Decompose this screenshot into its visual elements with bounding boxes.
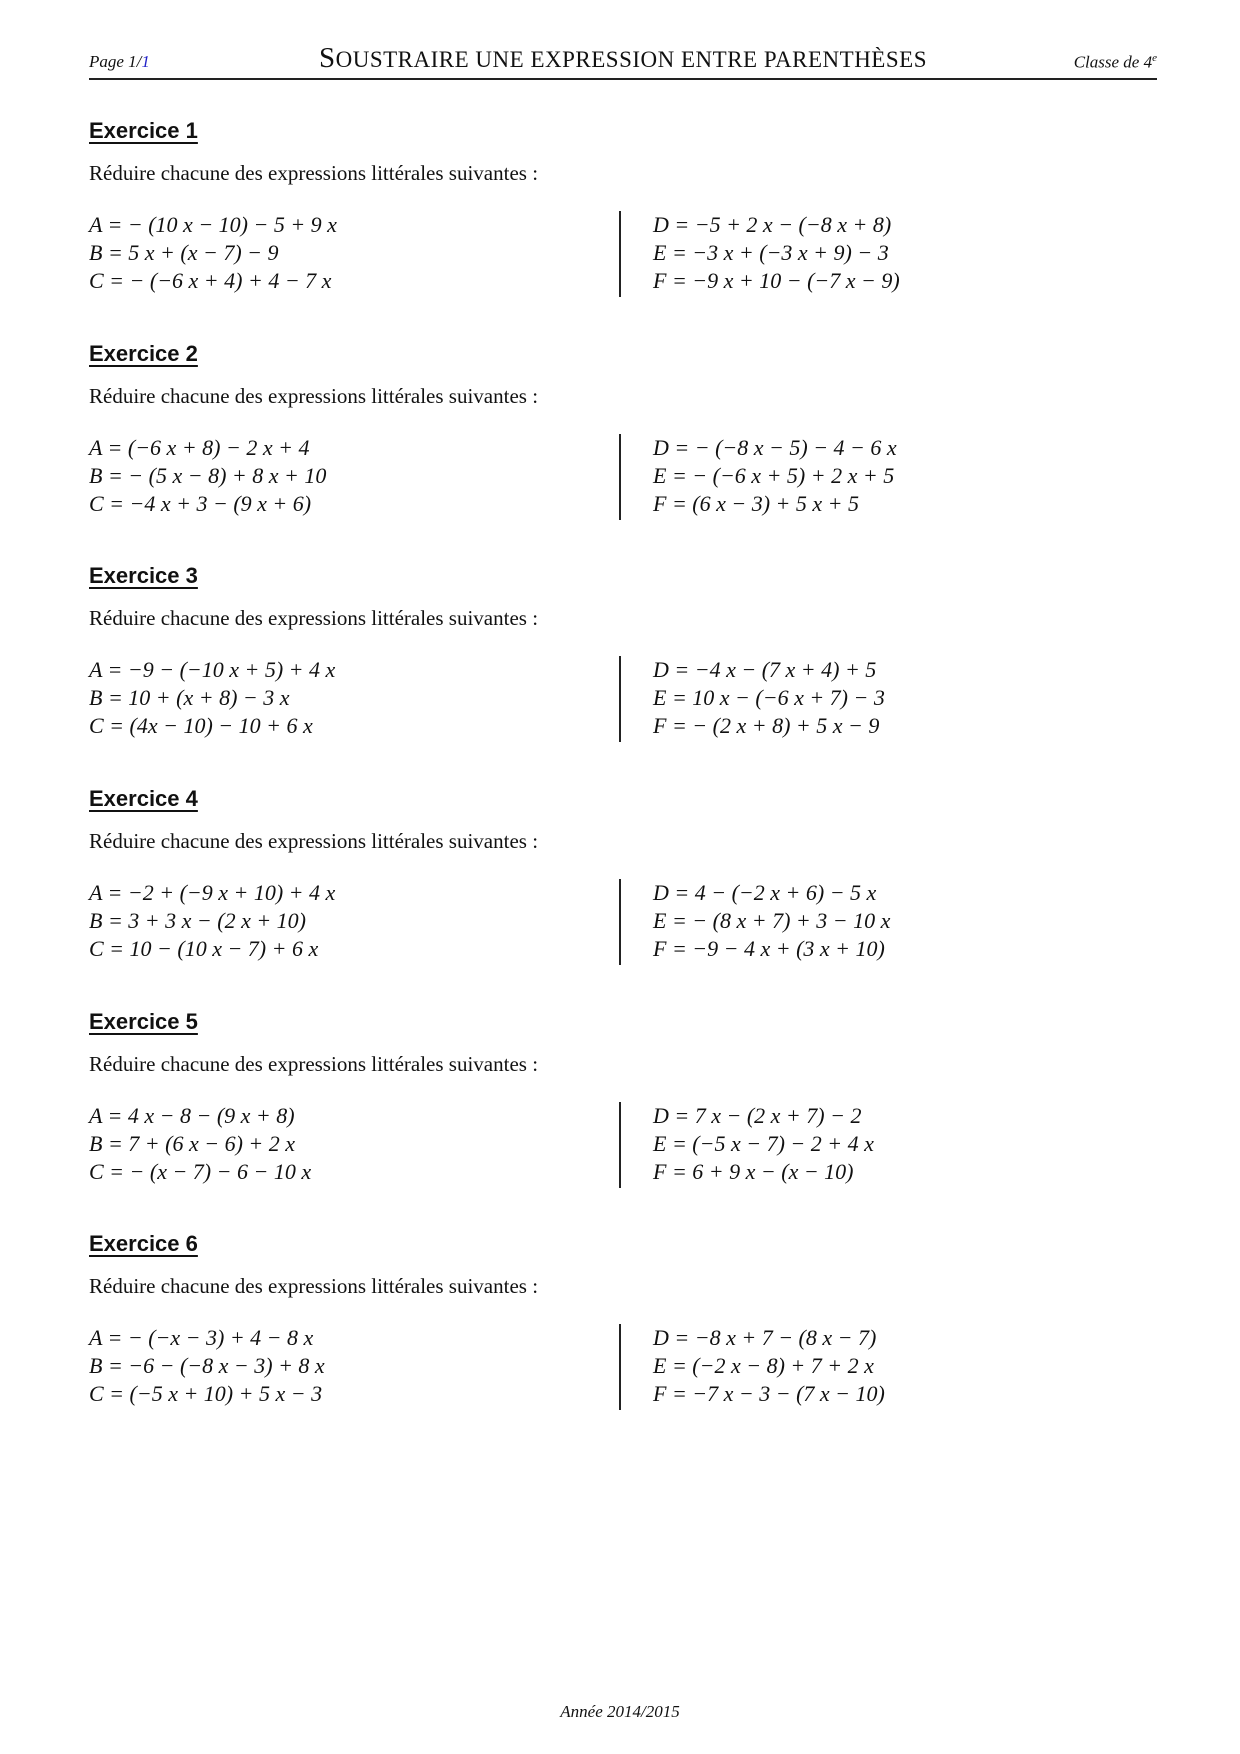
- expression-c: C = 10 − (10 x − 7) + 6 x: [89, 936, 319, 961]
- expressions-right-column: [653, 879, 890, 963]
- expression-b: B = − (5 x − 8) + 8 x + 10: [89, 463, 327, 488]
- page-header: [89, 42, 1157, 80]
- exercise-instruction: Réduire chacune des expressions littérales suivantes :: [89, 384, 539, 408]
- exercise-title: Exercice 6: [89, 1231, 198, 1256]
- expression-f: F = −9 − 4 x + (3 x + 10): [653, 936, 885, 961]
- expressions-left-column: [89, 1102, 311, 1186]
- school-year: Année 2014/2015: [560, 1702, 680, 1721]
- exercise-title: Exercice 2: [89, 341, 198, 366]
- exercise-6: [89, 1231, 1157, 1431]
- expression-e: E = 10 x − (−6 x + 7) − 3: [653, 685, 885, 710]
- expressions-left-column: [89, 211, 337, 295]
- expression-a: A = − (−x − 3) + 4 − 8 x: [89, 1325, 314, 1350]
- expression-a: A = 4 x − 8 − (9 x + 8): [89, 1103, 295, 1128]
- expression-a: A = −2 + (−9 x + 10) + 4 x: [89, 880, 336, 905]
- expression-e: E = (−2 x − 8) + 7 + 2 x: [653, 1353, 874, 1378]
- expression-e: E = − (−6 x + 5) + 2 x + 5: [653, 463, 895, 488]
- expression-f: F = 6 + 9 x − (x − 10): [653, 1159, 854, 1184]
- page-label: Page 1/: [89, 52, 142, 71]
- expression-b: B = 3 + 3 x − (2 x + 10): [89, 908, 307, 933]
- exercise-title: Exercice 5: [89, 1009, 198, 1034]
- expressions-right-column: [653, 434, 897, 518]
- expression-d: D = 7 x − (2 x + 7) − 2: [653, 1103, 862, 1128]
- expression-a: A = − (10 x − 10) − 5 + 9 x: [89, 212, 337, 237]
- expression-b: B = 5 x + (x − 7) − 9: [89, 240, 279, 265]
- expression-a: A = −9 − (−10 x + 5) + 4 x: [89, 657, 336, 682]
- column-divider: [619, 211, 621, 297]
- expression-f: F = (6 x − 3) + 5 x + 5: [653, 491, 860, 516]
- expression-e: E = −3 x + (−3 x + 9) − 3: [653, 240, 889, 265]
- expression-b: B = −6 − (−8 x − 3) + 8 x: [89, 1353, 325, 1378]
- exercise-instruction: Réduire chacune des expressions littérales suivantes :: [89, 1274, 539, 1298]
- exercise-title: Exercice 4: [89, 786, 198, 811]
- expression-c: C = − (−6 x + 4) + 4 − 7 x: [89, 268, 332, 293]
- exercise-instruction: Réduire chacune des expressions littérales suivantes :: [89, 606, 539, 630]
- exercise-4: [89, 786, 1157, 986]
- exercise-5: [89, 1009, 1157, 1209]
- expressions-left-column: [89, 434, 326, 518]
- document-title-rest: OUSTRAIRE UNE EXPRESSION ENTRE PARENTHÈSES: [335, 47, 927, 72]
- document-title-initial: S: [318, 42, 336, 74]
- expression-a: A = (−6 x + 8) − 2 x + 4: [89, 435, 310, 460]
- column-divider: [619, 1324, 621, 1410]
- exercise-3: [89, 563, 1157, 763]
- expression-e: E = − (8 x + 7) + 3 − 10 x: [653, 908, 891, 933]
- expressions-left-column: [89, 1324, 325, 1408]
- page-total-link[interactable]: 1: [141, 52, 150, 71]
- expressions-left-column: [89, 656, 335, 740]
- expression-f: F = −7 x − 3 − (7 x − 10): [653, 1381, 885, 1406]
- expressions-right-column: [653, 656, 885, 740]
- column-divider: [619, 879, 621, 965]
- exercise-title: Exercice 3: [89, 563, 198, 588]
- expression-f: F = −9 x + 10 − (−7 x − 9): [653, 268, 900, 293]
- column-divider: [619, 434, 621, 520]
- exercise-1: [89, 118, 1157, 318]
- expression-c: C = −4 x + 3 − (9 x + 6): [89, 491, 312, 516]
- class-superscript: e: [1152, 52, 1157, 64]
- class-label: Classe de 4: [1073, 52, 1153, 72]
- column-divider: [619, 1102, 621, 1188]
- expressions-right-column: [653, 1102, 874, 1186]
- expression-d: D = −4 x − (7 x + 4) + 5: [653, 657, 877, 682]
- expression-c: C = (−5 x + 10) + 5 x − 3: [89, 1381, 323, 1406]
- expression-e: E = (−5 x − 7) − 2 + 4 x: [653, 1131, 874, 1156]
- exercise-instruction: Réduire chacune des expressions littérales suivantes :: [89, 161, 539, 185]
- expression-d: D = − (−8 x − 5) − 4 − 6 x: [653, 435, 897, 460]
- page-footer: [0, 1702, 1240, 1722]
- expressions-left-column: [89, 879, 335, 963]
- expression-b: B = 10 + (x + 8) − 3 x: [89, 685, 290, 710]
- expression-b: B = 7 + (6 x − 6) + 2 x: [89, 1131, 296, 1156]
- expressions-right-column: [653, 1324, 885, 1408]
- exercise-instruction: Réduire chacune des expressions littérales suivantes :: [89, 829, 539, 853]
- expression-d: D = −5 + 2 x − (−8 x + 8): [653, 212, 892, 237]
- expressions-right-column: [653, 211, 900, 295]
- exercise-instruction: Réduire chacune des expressions littérales suivantes :: [89, 1052, 539, 1076]
- class-level: [1074, 52, 1157, 73]
- expression-c: C = − (x − 7) − 6 − 10 x: [89, 1159, 312, 1184]
- expression-c: C = (4x − 10) − 10 + 6 x: [89, 713, 313, 738]
- expression-d: D = 4 − (−2 x + 6) − 5 x: [653, 880, 877, 905]
- exercise-title: Exercice 1: [89, 118, 198, 143]
- document-title: [89, 42, 1157, 75]
- column-divider: [619, 656, 621, 742]
- expression-f: F = − (2 x + 8) + 5 x − 9: [653, 713, 880, 738]
- expression-d: D = −8 x + 7 − (8 x − 7): [653, 1325, 877, 1350]
- exercise-2: [89, 341, 1157, 541]
